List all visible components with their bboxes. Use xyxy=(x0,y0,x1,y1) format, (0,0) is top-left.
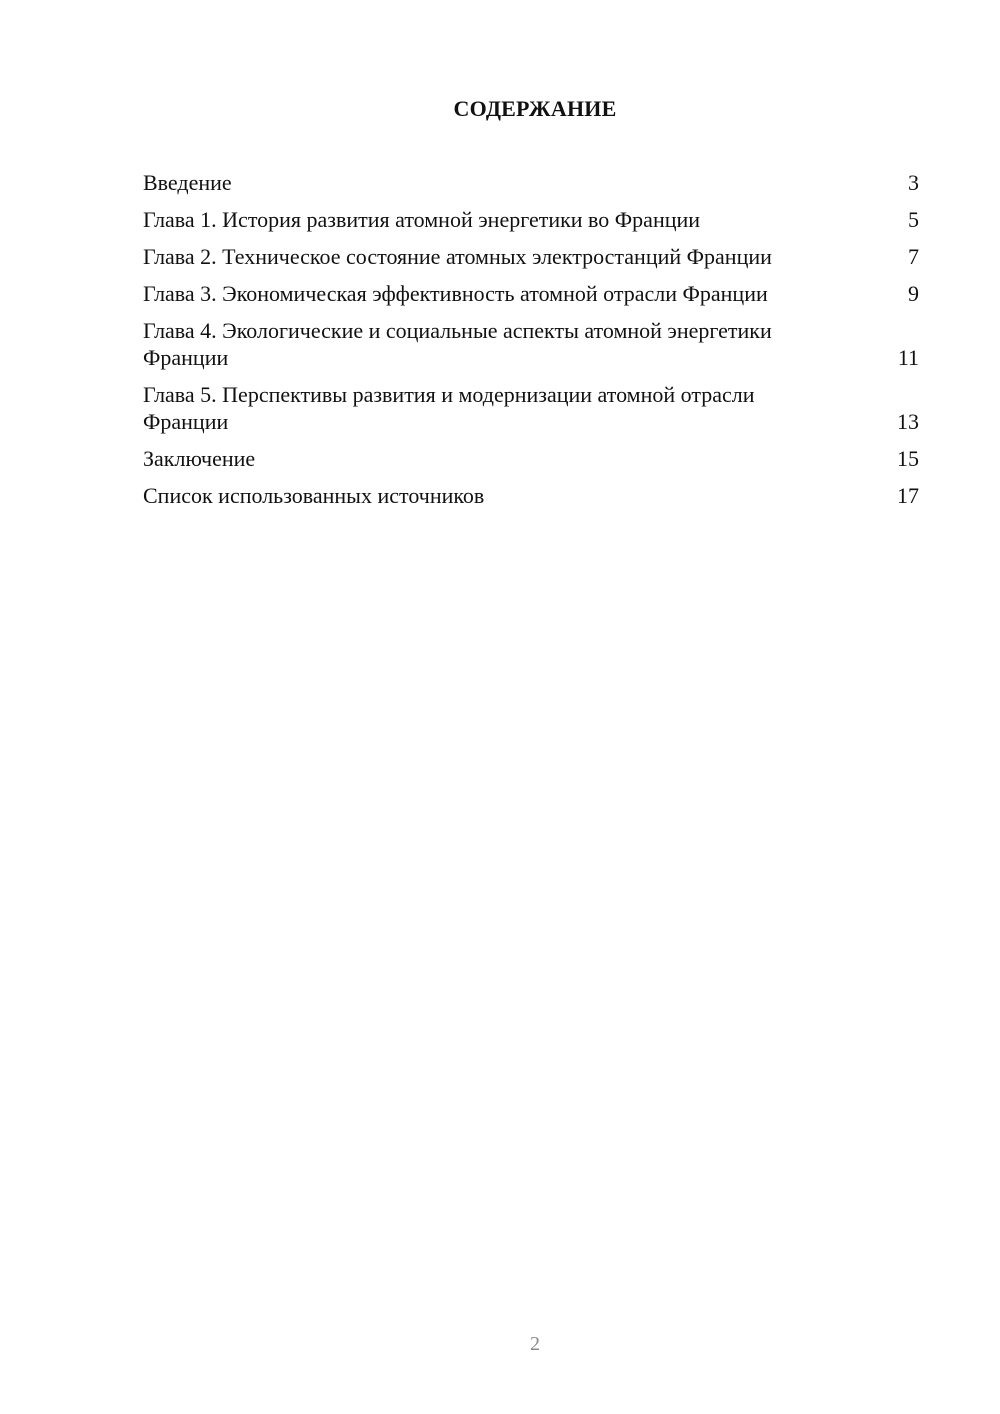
toc-entry-chapter-4[interactable] xyxy=(143,317,919,371)
toc-entry-page: 5 xyxy=(908,207,919,232)
toc-entry-introduction[interactable] xyxy=(143,169,919,196)
toc-entry-title: Глава 5. Перспективы развития и модернизации атомной отрасли Франции xyxy=(143,382,755,434)
toc-entry-title: Глава 4. Экологические и социальные аспекты атомной энергетики Франции xyxy=(143,318,772,370)
toc-entry-page: 7 xyxy=(908,244,919,269)
table-of-contents xyxy=(143,169,919,519)
toc-entry-chapter-5[interactable] xyxy=(143,381,919,435)
toc-entry-chapter-1[interactable] xyxy=(143,206,919,233)
toc-entry-conclusion[interactable] xyxy=(143,445,919,472)
toc-entry-title: Глава 1. История развития атомной энергетики во Франции xyxy=(143,207,701,232)
toc-entry-title: Глава 3. Экономическая эффективность атомной отрасли Франции xyxy=(143,281,768,306)
toc-entry-title: Заключение xyxy=(143,446,256,471)
toc-entry-page: 13 xyxy=(897,409,919,434)
toc-entry-title: Введение xyxy=(143,170,232,195)
toc-entry-page: 3 xyxy=(908,170,919,195)
toc-heading: СОДЕРЖАНИЕ xyxy=(453,96,617,121)
toc-entry-title: Список использованных источников xyxy=(143,483,485,508)
page-number: 2 xyxy=(530,1333,540,1355)
toc-entry-page: 11 xyxy=(897,345,919,370)
toc-entry-page: 15 xyxy=(897,446,919,471)
toc-entry-chapter-3[interactable] xyxy=(143,280,919,307)
toc-entry-page: 17 xyxy=(897,483,919,508)
toc-entry-page: 9 xyxy=(908,281,919,306)
toc-entry-chapter-2[interactable] xyxy=(143,243,919,270)
toc-entry-title: Глава 2. Техническое состояние атомных электростанций Франции xyxy=(143,244,772,269)
toc-entry-references[interactable] xyxy=(143,482,919,509)
